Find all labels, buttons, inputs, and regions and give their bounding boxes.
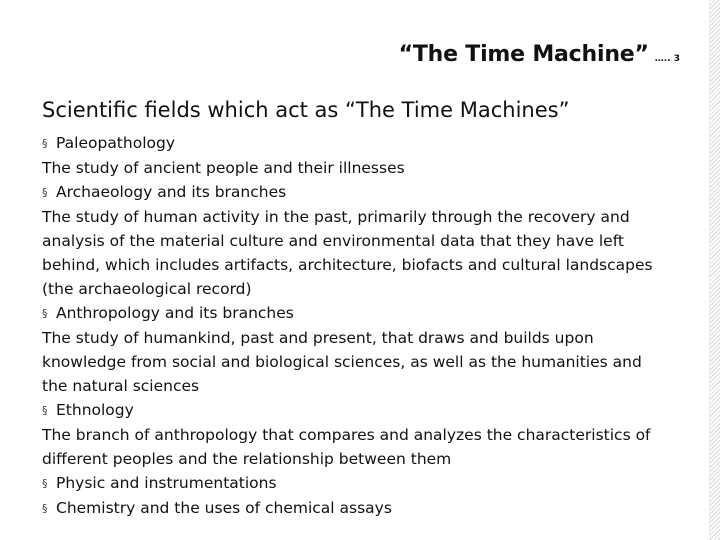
- description-line: [42, 350, 682, 374]
- bullet-label: Anthropology and its branches: [56, 304, 294, 322]
- description-text: behind, which includes artifacts, architecture, biofacts and cultural landscapes: [42, 256, 653, 274]
- description-text: (the archaeological record): [42, 280, 252, 298]
- description-text: The study of human activity in the past, primarily through the recovery and: [42, 208, 630, 226]
- bullet-item: [42, 471, 682, 496]
- bullet-icon: §: [42, 477, 48, 490]
- bullet-icon: §: [42, 307, 48, 320]
- description-line: [42, 374, 682, 398]
- description-text: the natural sciences: [42, 377, 200, 395]
- description-line: [42, 447, 682, 471]
- bullet-icon: §: [42, 404, 48, 417]
- title-row: [399, 42, 680, 67]
- bullet-label: Paleopathology: [56, 134, 175, 152]
- slide-title: “The Time Machine”: [398, 42, 649, 67]
- bullet-label: Archaeology and its branches: [56, 183, 287, 201]
- description-text: The study of humankind, past and present, that draws and builds upon: [42, 329, 594, 347]
- description-line: [42, 326, 682, 350]
- bullet-item: [42, 131, 682, 156]
- bullet-item: [42, 180, 682, 205]
- description-line: [42, 156, 682, 180]
- description-text: The branch of anthropology that compares and analyzes the characteristics of: [42, 426, 651, 444]
- bullet-icon: §: [42, 137, 48, 150]
- bullet-label: Physic and instrumentations: [56, 474, 277, 492]
- page-number: ….. 3: [654, 54, 680, 64]
- bullet-item: [42, 301, 682, 326]
- description-line: [42, 205, 682, 229]
- section-heading: Scientific fields which act as “The Time Machines”: [42, 98, 570, 122]
- description-text: knowledge from social and biological sciences, as well as the humanities and: [42, 353, 642, 371]
- bullet-item: [42, 496, 682, 521]
- decorative-side-stripe: [709, 0, 720, 540]
- bullet-label: Chemistry and the uses of chemical assays: [56, 499, 392, 517]
- description-line: [42, 277, 682, 301]
- description-text: analysis of the material culture and environmental data that they have left: [42, 232, 624, 250]
- description-line: [42, 253, 682, 277]
- description-line: [42, 423, 682, 447]
- content-body: [42, 131, 682, 521]
- description-text: different peoples and the relationship between them: [42, 450, 452, 468]
- description-text: The study of ancient people and their illnesses: [42, 159, 405, 177]
- bullet-icon: §: [42, 186, 48, 199]
- bullet-label: Ethnology: [56, 401, 134, 419]
- bullet-item: [42, 398, 682, 423]
- bullet-icon: §: [42, 502, 48, 515]
- description-line: [42, 229, 682, 253]
